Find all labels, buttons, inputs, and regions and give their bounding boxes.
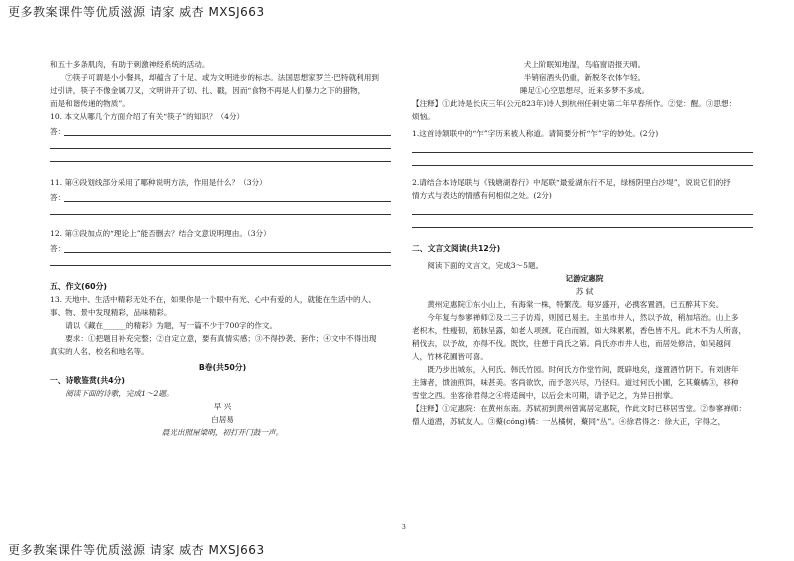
essay-author: 苏 轼 — [575, 287, 594, 296]
question-2-line-2: 情方式与表达的情感有何相似之处。(2分) — [412, 191, 552, 200]
poetry-instruction: 阅读下面的诗歌，完成1～2题。 — [65, 389, 174, 398]
answer-line — [412, 153, 753, 166]
page-number: 3 — [402, 524, 406, 531]
answer-line — [64, 189, 391, 202]
question-1: 1.这首诗颔联中的“乍”字历来被人称道。请简要分析“乍”字的妙处。(2分) — [412, 129, 659, 138]
answer-line — [50, 149, 391, 162]
paragraph-7-line-2: 过引讲，筷子不像金属刀叉，文明讲开了切、扎、戳，因而“食物不再是人们暴力之下的猎物， — [50, 86, 366, 95]
answer-label-11: 答： — [50, 193, 66, 202]
question-2-line-1: 2.请结合本诗尾联与《钱塘湖春行》中尾联“最爱湖东行不足，绿杨阴里白沙堤”，说说它们的抒 — [412, 178, 731, 187]
essay-notes-line-1: 【注释】①定惠院：在黄州东南。苏轼初到黄州曾寓居定惠院，作此文时已移居雪堂。②参寥禅师： — [412, 404, 747, 413]
poem-notes-line-2: 烦恼。 — [412, 112, 435, 121]
answer-line — [412, 140, 753, 153]
question-11: 11. 第④段划线部分采用了哪种说明方法，作用是什么？（3分） — [50, 178, 267, 187]
question-13-line-2: 事、物、景中发现精彩，品味精彩。 — [50, 308, 172, 317]
answer-line — [50, 202, 391, 215]
left-column — [50, 58, 395, 439]
essay-line-6: 既乃步出城东，入何氏、韩氏竹园。时何氏方作堂竹间，既辟地矣，遂置酒竹阴下。有刘唐年 — [427, 365, 739, 374]
answer-line — [50, 136, 391, 149]
classical-instruction: 阅读下面的文言文，完成3～5题。 — [427, 261, 544, 270]
answer-label-10: 答： — [50, 127, 66, 136]
question-12: 12. 第③段加点的“理论上”能否删去？结合文意说明理由。（3分） — [50, 229, 271, 238]
poem-title: 早 兴 — [213, 402, 232, 411]
intro-line: 和五十多条肌肉，有助于刺激神经系统的活动。 — [50, 60, 210, 69]
essay-line-1: 黄州定惠院①东小山上，有海棠一株，特繁茂。每岁盛开，必携客置酒，已五醉其下矣。 — [427, 300, 724, 309]
volume-b-heading: B卷(共50分) — [198, 363, 247, 372]
essay-title: 记游定惠院 — [565, 274, 604, 283]
answer-line — [412, 215, 753, 228]
essay-line-2: 今年复与参寥禅师②及二三子访焉，则园已易主。主虽市井人，然以予故，稍加培治。山上多 — [427, 313, 739, 322]
section-5-heading: 五、作文(60分) — [50, 282, 107, 291]
essay-line-8: 雪堂之西。坐客徐君得之④将适闽中，以后会未可期，请予记之，为异日拊掌。 — [412, 391, 678, 400]
essay-line-3: 老枳木，性瘦韧，筋脉呈露，如老人项颈。花白而圆，如大珠累累，香色皆不凡。此木不为人所喜， — [412, 326, 747, 335]
question-10: 10. 本文从哪几个方面介绍了有关“筷子”的知识？（4分） — [50, 112, 245, 121]
poetry-section-heading: 一、诗歌鉴赏(共4分) — [50, 376, 125, 385]
poem-notes-line-1: 【注释】①此诗是长庆三年(公元823年)诗人到杭州任刺史第二年早春所作。②觉：醒。③思想： — [412, 99, 737, 108]
essay-line-5: 人，竹林花圃皆可喜。 — [412, 352, 488, 361]
question-13-line-1: 13. 天地中、生活中精彩无处不在，如果你是一个眼中有光、心中有爱的人，就能在生活中的人、 — [50, 295, 376, 304]
poem-line-4: 睡足①心空思想尽，近来多梦不多成。 — [519, 86, 650, 95]
essay-notes-line-2: 僧人道潜，苏轼友人。③藂(cóng)橘：一丛橘树，藂同“丛”。④徐君得之：徐大正，字得之， — [412, 417, 726, 426]
answer-line — [64, 240, 391, 253]
paragraph-7-line-1: ⑦筷子可谓是小小餐具，却蕴含了十足、或为文明进步的标志。法国思想家罗兰·巴特就利用到 — [65, 73, 379, 82]
paragraph-7-line-3: 而是和谐传递的物质”。 — [50, 99, 130, 108]
poem-line-3: 半销宿酒头仍重，新脱冬衣体乍轻。 — [523, 73, 646, 82]
question-13-requirements: 要求：①把题目补充完整；②自定立意，要有真情实感；③不得抄袭、套作；④文中不得出现 — [65, 334, 377, 343]
answer-line — [412, 202, 753, 215]
top-watermark-banner: 更多教案课件等优质滋源 请家 威杏 MXSJ663 — [8, 5, 265, 19]
bottom-watermark-banner: 更多教案课件等优质滋源 请家 威杏 MXSJ663 — [8, 543, 265, 557]
answer-line — [50, 253, 391, 266]
essay-line-7: 主簿者，馈油煎饵，味甚美。客尚欲饮，而予忽兴尽，乃径归。道过何氏小圃，乞其藂橘③，移种 — [412, 378, 739, 387]
question-13-requirements-end: 真实的人名、校名和地名等。 — [50, 347, 149, 356]
right-column — [412, 58, 757, 428]
poem-author: 白居易 — [211, 415, 234, 424]
answer-line — [64, 123, 391, 136]
essay-line-4: 稍伐去，以予故，亦得不伐。既饮，往憩于尚氏之第。尚氏亦市井人也，而居处修洁，如吴越间 — [412, 339, 731, 348]
answer-label-12: 答： — [50, 244, 66, 253]
question-13-prompt: 请以《藏在______的精彩》为题，写一篇不少于700字的作文。 — [65, 321, 278, 330]
poem-line-2: 犬上阶眠知地湿，鸟临窗语报天晴。 — [523, 60, 646, 69]
classical-section-heading: 二、文言文阅读(共12分) — [412, 244, 501, 253]
poem-line-1: 晨光出照屋梁明，初打开门鼓一声。 — [161, 428, 284, 437]
